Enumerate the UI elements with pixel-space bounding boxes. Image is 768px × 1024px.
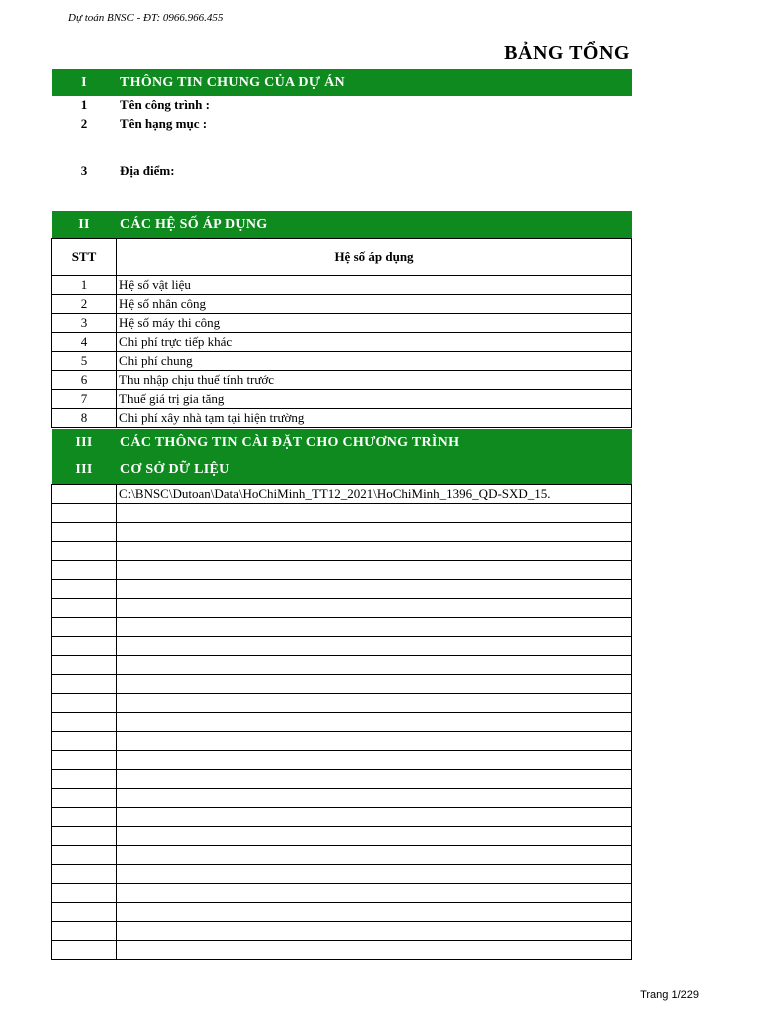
row-number: 5 [52, 352, 117, 371]
section-1-header [52, 69, 632, 96]
database-table [51, 484, 632, 960]
row-label: Hệ số nhân công [117, 295, 632, 314]
page-number: Trang 1/229 [640, 989, 699, 1001]
table-row [52, 789, 632, 808]
row-label [117, 504, 632, 523]
row-label [117, 599, 632, 618]
table-row [52, 751, 632, 770]
row-label [117, 561, 632, 580]
table-row [52, 732, 632, 751]
row-label [117, 922, 632, 941]
info-row-label: Tên hạng mục : [120, 116, 208, 131]
row-label [117, 884, 632, 903]
row-label [117, 865, 632, 884]
row-number [52, 542, 117, 561]
row-number [52, 504, 117, 523]
row-number [52, 656, 117, 675]
table-row [52, 276, 632, 295]
table-row [52, 295, 632, 314]
row-number [52, 694, 117, 713]
row-number [52, 618, 117, 637]
row-number [52, 941, 117, 960]
column-header-stt: STT [52, 239, 117, 276]
row-label [117, 903, 632, 922]
table-row [52, 827, 632, 846]
row-number: 2 [52, 295, 117, 314]
table-row [52, 523, 632, 542]
row-number [52, 732, 117, 751]
coefficient-table-header [52, 239, 632, 276]
table-row [52, 580, 632, 599]
info-row-project [52, 97, 632, 115]
section-2-number: II [78, 217, 90, 232]
row-label: Chi phí chung [117, 352, 632, 371]
table-row [52, 390, 632, 409]
section-3-number: III [75, 435, 93, 450]
row-label [117, 675, 632, 694]
table-row [52, 333, 632, 352]
document-title: BẢNG TỔNG [504, 42, 630, 64]
table-row [52, 865, 632, 884]
row-label [117, 808, 632, 827]
row-label: Thu nhập chịu thuế tính trước [117, 371, 632, 390]
table-row [52, 561, 632, 580]
row-number [52, 922, 117, 941]
row-number [52, 827, 117, 846]
section-1-number: I [81, 75, 87, 90]
table-row [52, 846, 632, 865]
row-number [52, 789, 117, 808]
table-row [52, 903, 632, 922]
row-number [52, 903, 117, 922]
info-row-number: 2 [80, 116, 88, 131]
row-number [52, 751, 117, 770]
row-label [117, 523, 632, 542]
row-number: 8 [52, 409, 117, 428]
section-4-header [52, 456, 632, 484]
table-row [52, 656, 632, 675]
row-number [52, 770, 117, 789]
table-row [52, 884, 632, 903]
table-row [52, 694, 632, 713]
row-label [117, 732, 632, 751]
row-number: 6 [52, 371, 117, 390]
row-label [117, 789, 632, 808]
row-label [117, 542, 632, 561]
row-label [117, 846, 632, 865]
row-label [117, 713, 632, 732]
table-row [52, 371, 632, 390]
table-row [52, 770, 632, 789]
row-number [52, 846, 117, 865]
row-number: 1 [52, 276, 117, 295]
row-number [52, 713, 117, 732]
table-row [52, 409, 632, 428]
coefficient-table [51, 238, 632, 428]
row-label [117, 656, 632, 675]
section-2-header [52, 211, 632, 238]
row-label [117, 694, 632, 713]
row-number [52, 485, 117, 504]
table-row [52, 542, 632, 561]
table-row [52, 922, 632, 941]
table-row [52, 713, 632, 732]
row-label: Chi phí xây nhà tạm tại hiện trường [117, 409, 632, 428]
row-number [52, 808, 117, 827]
row-number [52, 675, 117, 694]
row-label [117, 580, 632, 599]
section-1-title: THÔNG TIN CHUNG CỦA DỰ ÁN [120, 75, 345, 90]
section-3-header [52, 429, 632, 456]
row-label: C:\BNSC\Dutoan\Data\HoChiMinh_TT12_2021\HoChiMinh_1396_QD-SXD_15. [117, 485, 632, 504]
row-number [52, 580, 117, 599]
row-label [117, 770, 632, 789]
column-header-coefficient: Hệ số áp dụng [117, 239, 632, 276]
row-label: Hệ số vật liệu [117, 276, 632, 295]
info-row-label: Địa điểm: [120, 163, 175, 178]
row-label: Thuế giá trị gia tăng [117, 390, 632, 409]
row-label [117, 618, 632, 637]
row-number [52, 637, 117, 656]
table-row [52, 637, 632, 656]
row-number: 7 [52, 390, 117, 409]
table-row [52, 504, 632, 523]
header-note: Dự toán BNSC - ĐT: 0966.966.455 [68, 12, 224, 24]
table-row [52, 485, 632, 504]
table-row [52, 314, 632, 333]
row-number: 3 [52, 314, 117, 333]
info-row-label: Tên công trình : [120, 97, 210, 112]
row-label: Chi phí trực tiếp khác [117, 333, 632, 352]
info-row-location [52, 163, 632, 181]
row-label [117, 827, 632, 846]
row-number [52, 865, 117, 884]
row-number: 4 [52, 333, 117, 352]
row-label: Hệ số máy thi công [117, 314, 632, 333]
row-number [52, 561, 117, 580]
table-row [52, 352, 632, 371]
section-4-title: CƠ SỞ DỮ LIỆU [120, 462, 230, 477]
row-number [52, 884, 117, 903]
table-row [52, 675, 632, 694]
info-row-number: 3 [80, 163, 88, 178]
table-row [52, 808, 632, 827]
table-row [52, 941, 632, 960]
row-number [52, 599, 117, 618]
info-row-number: 1 [80, 97, 88, 112]
section-2-title: CÁC HỆ SỐ ÁP DỤNG [120, 217, 268, 232]
row-label [117, 751, 632, 770]
section-4-number: III [75, 462, 93, 477]
table-row [52, 618, 632, 637]
info-row-item [52, 116, 632, 134]
row-label [117, 941, 632, 960]
row-label [117, 637, 632, 656]
row-number [52, 523, 117, 542]
section-3-title: CÁC THÔNG TIN CÀI ĐẶT CHO CHƯƠNG TRÌNH [120, 435, 460, 450]
table-row [52, 599, 632, 618]
